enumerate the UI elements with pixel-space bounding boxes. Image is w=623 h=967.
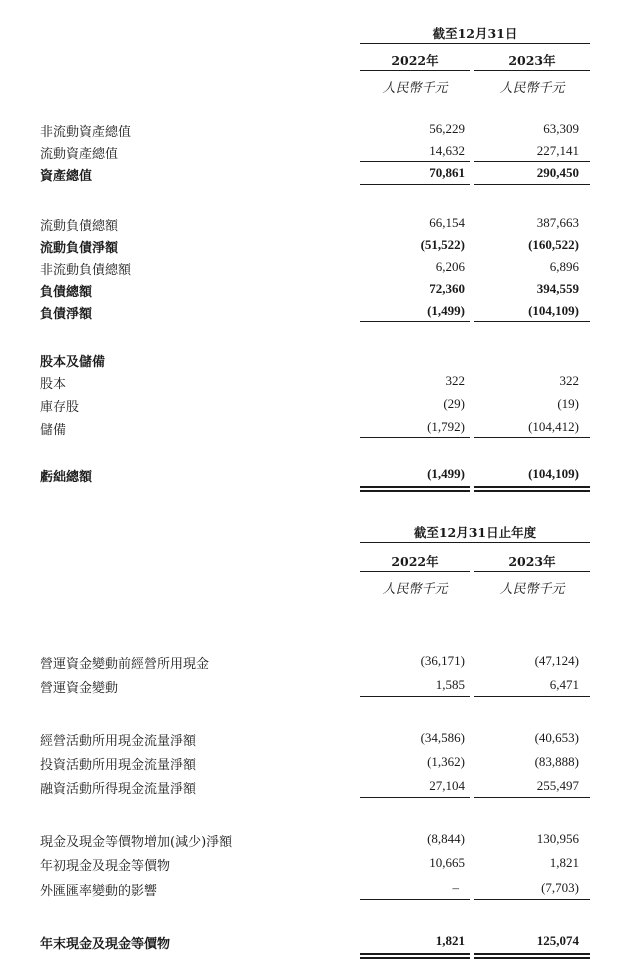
total-rule: [360, 184, 470, 185]
row-label: 投資活動所用現金流量淨額: [40, 758, 197, 773]
value-2023: 227,141: [536, 143, 579, 158]
row-label: 股本: [40, 377, 67, 392]
row-label: 融資活動所得現金流量淨額: [40, 782, 197, 797]
double-rule: [474, 953, 590, 955]
value-2023: 6,896: [549, 259, 579, 274]
value-2023: (104,109): [528, 466, 579, 481]
subtotal-rule: [360, 696, 470, 697]
value-2023: (83,888): [534, 754, 579, 769]
value-2022: 322: [445, 373, 465, 388]
row-label: 現金及現金等價物增加(減少)淨額: [40, 835, 233, 850]
row-label: 庫存股: [40, 400, 80, 415]
subtotal-rule: [474, 696, 590, 697]
double-rule: [474, 957, 590, 959]
value-2023: 322: [559, 373, 579, 388]
value-2023: (104,109): [528, 303, 579, 318]
value-2023: 394,559: [536, 281, 579, 296]
year-rule: [360, 571, 470, 572]
row-label: 非流動資產總值: [40, 125, 132, 140]
value-2022: 10,665: [429, 855, 465, 870]
row-label: 儲備: [40, 423, 67, 438]
double-rule: [360, 953, 470, 955]
value-2022: –: [452, 880, 459, 895]
unit-label: 人民幣千元: [499, 582, 565, 597]
row-label: 外匯匯率變動的影響: [40, 884, 158, 899]
year-rule: [474, 70, 590, 71]
double-rule: [360, 490, 470, 492]
cashflow-period-header: 截至12月31日止年度: [413, 525, 537, 540]
value-2023: (104,412): [528, 419, 579, 434]
value-2022: 14,632: [429, 143, 465, 158]
value-2023: 1,821: [549, 855, 579, 870]
value-2022: (1,362): [427, 754, 465, 769]
row-label: 流動資產總值: [40, 147, 119, 162]
year-header-2022: 2022年: [391, 53, 439, 68]
value-2022: 1,821: [435, 933, 465, 948]
row-label: 資產總值: [40, 169, 93, 184]
year-rule: [474, 571, 590, 572]
value-2023: 290,450: [536, 165, 579, 180]
value-2023: (7,703): [541, 880, 579, 895]
value-2022: (8,844): [427, 831, 465, 846]
value-2023: 63,309: [543, 121, 579, 136]
value-2022: (1,499): [427, 466, 465, 481]
row-label: 經營活動所用現金流量淨額: [40, 734, 197, 749]
value-2022: 1,585: [435, 677, 465, 692]
subtotal-rule: [360, 899, 470, 900]
header-rule: [360, 43, 590, 44]
unit-label: 人民幣千元: [382, 81, 448, 96]
year-header-2023: 2023年: [508, 53, 556, 68]
subtotal-rule: [360, 797, 470, 798]
year-rule: [360, 70, 470, 71]
value-2022: 72,360: [429, 281, 465, 296]
double-rule: [360, 957, 470, 959]
value-2023: (19): [557, 396, 579, 411]
total-rule: [360, 321, 470, 322]
value-2023: (47,124): [534, 653, 579, 668]
subtotal-rule: [360, 161, 470, 162]
unit-label: 人民幣千元: [499, 81, 565, 96]
value-2022: 66,154: [429, 215, 465, 230]
value-2022: (1,792): [427, 419, 465, 434]
year-header-2023: 2023年: [508, 554, 556, 569]
row-label: 負債總額: [40, 285, 93, 300]
value-2023: 6,471: [549, 677, 579, 692]
row-label: 非流動負債總額: [40, 263, 132, 278]
row-label: 年末現金及現金等價物: [40, 937, 171, 952]
double-rule: [474, 490, 590, 492]
row-label: 虧絀總額: [40, 470, 93, 485]
subtotal-rule: [474, 899, 590, 900]
value-2022: 6,206: [435, 259, 465, 274]
value-2023: 255,497: [536, 778, 579, 793]
row-label: 營運資金變動前經營所用現金: [40, 657, 210, 672]
value-2022: 70,861: [429, 165, 465, 180]
subtotal-rule: [360, 437, 470, 438]
balance-period-header: 截至12月31日: [432, 26, 518, 41]
value-2023: (160,522): [528, 237, 579, 252]
subtotal-rule: [474, 797, 590, 798]
value-2022: (51,522): [420, 237, 465, 252]
value-2022: (1,499): [427, 303, 465, 318]
value-2022: 27,104: [429, 778, 465, 793]
year-header-2022: 2022年: [391, 554, 439, 569]
section-title: 股本及儲備: [40, 355, 106, 370]
subtotal-rule: [474, 437, 590, 438]
value-2022: (34,586): [420, 730, 465, 745]
value-2022: (36,171): [420, 653, 465, 668]
row-label: 負債淨額: [40, 307, 93, 322]
total-rule: [474, 321, 590, 322]
double-rule: [474, 486, 590, 488]
value-2022: (29): [443, 396, 465, 411]
header-rule: [360, 542, 590, 543]
row-label: 營運資金變動: [40, 681, 119, 696]
double-rule: [360, 486, 470, 488]
value-2022: 56,229: [429, 121, 465, 136]
row-label: 流動負債總額: [40, 219, 119, 234]
value-2023: 387,663: [536, 215, 579, 230]
value-2023: (40,653): [534, 730, 579, 745]
value-2023: 130,956: [536, 831, 579, 846]
total-rule: [474, 184, 590, 185]
row-label: 流動負債淨額: [40, 241, 119, 256]
subtotal-rule: [474, 161, 590, 162]
row-label: 年初現金及現金等價物: [40, 859, 171, 874]
value-2023: 125,074: [536, 933, 579, 948]
unit-label: 人民幣千元: [382, 582, 448, 597]
